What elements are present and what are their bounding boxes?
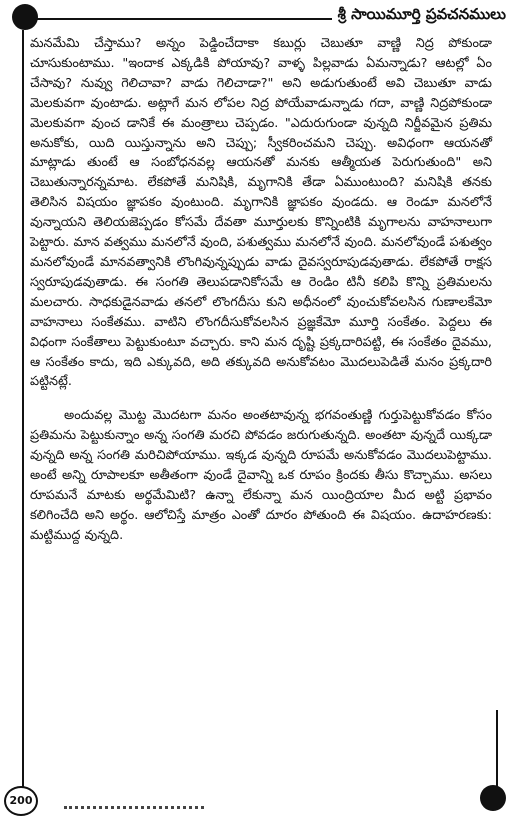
right-margin-rule [496,710,498,795]
paragraph: అందువల్ల మొట్ట మొదటగా మనం అంతటావున్న భగవంతుణ్ణి గుర్తుపెట్టుకోవడం కోసం ప్రతిమను పెట్టుకున్నాం అన్న సంగతి మరచి పోవడం జరుగుతున్నది. అంతటా వున్నదే యిక్కడా వున్నది అన్న సంగతి మరిచిపోయాము. ఇక్కడ వున్నది రూపమే అనుకోవడం మొదలుపెట్టాము. అంటే అన్ని రూపాలకూ అతీతంగా వుండే దైవాన్ని ఒక రూపం క్రిందకు తీసు కొచ్చాము. అసలు రూపమనే మాటకు అర్థమేమిటి? ఉన్నా లేకున్నా మన యింద్రియాల మీద అట్టి ప్రభావం కలిగించేది అని అర్థం. ఆలోచిస్తే మాత్రం ఎంతో దూరం పోతుంది ఈ విషయం. ఉదాహరణకు: మట్టిముద్ద వున్నది. [30,408,492,543]
paragraph: మనమేమి చేస్తాము? అన్నం పెడ్డించేదాకా కబుర్లు చెబుతూ వాణ్ణి నిద్ర పోకుండా చూసుకుంటాము. "ఇందాక ఎక్కడికి పోయావు? వాళ్ళ పిల్లవాడు ఏమన్నాడు? ఆటల్లో ఏం చేసావు? నువ్వు గెలిచావా? వాడు గెలిచాడా?" అని అడుగుతుంటే అవి చెబుతూ వాడు మెలకువగా వుంటాడు. అట్లాగే మన లోపల నిద్ర పోయేవాడున్నాడు గదా, వాణ్ణి నిద్రపోకుండా మెలకువగా వుంచ డానికే ఈ మంత్రాలు చెప్పడం. "ఎదురుగుండా వున్నది నిర్జీవమైన ప్రతిమ అనుకోకు, యిది యిస్తున్నాను అని చెప్పు; స్వీకరించమని చెప్పు. అవిధంగా ఆయనతో మాట్లాడు తుంటే ఆ సంబోధనవల్ల ఆయనతో మనకు ఆత్మీయత పెరుగుతుంది" అని చెబుతున్నారన్నమాట. లేకపోతే మనిషికి, మృగానికి తేడా ఏముంటుంది? మనిషికి తనకు తెలిసిన విషయం జ్ఞాపకం వుంటుంది. మృగానికి జ్ఞాపకం వుండదు. ఆ రెండూ మనలోనే వున్నాయని తెలియజెప్పడం కోసమే దేవతా మూర్తులకు కొన్నింటికి మృగాలను వాహనాలుగా పెట్టారు. మాన వత్వము మనలోనే వుంది, పశుత్వము మనలోనే వుంది. మనలోవుండే పశుత్వం మనలోవుండే మానవత్వానికి లొంగివున్నప్పుడు వాడు దైవస్వరూపుడవుతాడు. లేకపోతే రాక్షస స్వరూపుడవుతాడు. ఈ సంగతి తెలుపడానికోసమే ఆ రెండిం టినీ కలిపి కొన్ని ప్రతిమలను మలచారు. సాధకుడైనవాడు తనలో లొంగదీసు కుని అధీనంలో వుంచుకోవలసిన గుణాలకేమో వాహనాలు సంకేతము. వాటిని లొంగదీసుకోవలసిన ప్రజ్ఞకేమో మూర్తి సంకేతం. పెద్దలు ఈ విధంగా సంకేతాలు పెట్టుకుంటూ వచ్చారు. కాని మన దృష్టి ప్రక్కదారిపట్టి, ఈ సంకేతం దైవము, ఆ సంకేతం కాదు, ఇది ఎక్కువది, అది తక్కువది అనుకోవటం మొదలుపెడితే మనం ప్రక్కదారి పట్టినట్లే. [30,36,492,390]
running-header-title: శ్రీ సాయిమూర్తి ప్రవచనములు [332,5,506,27]
body-text [30,34,492,546]
page-number-badge: 200 [4,786,38,816]
header-bullet-ornament [12,4,38,30]
footer-bullet-ornament [480,785,506,811]
footer-ornament [64,806,204,817]
left-margin-rule [22,30,24,805]
